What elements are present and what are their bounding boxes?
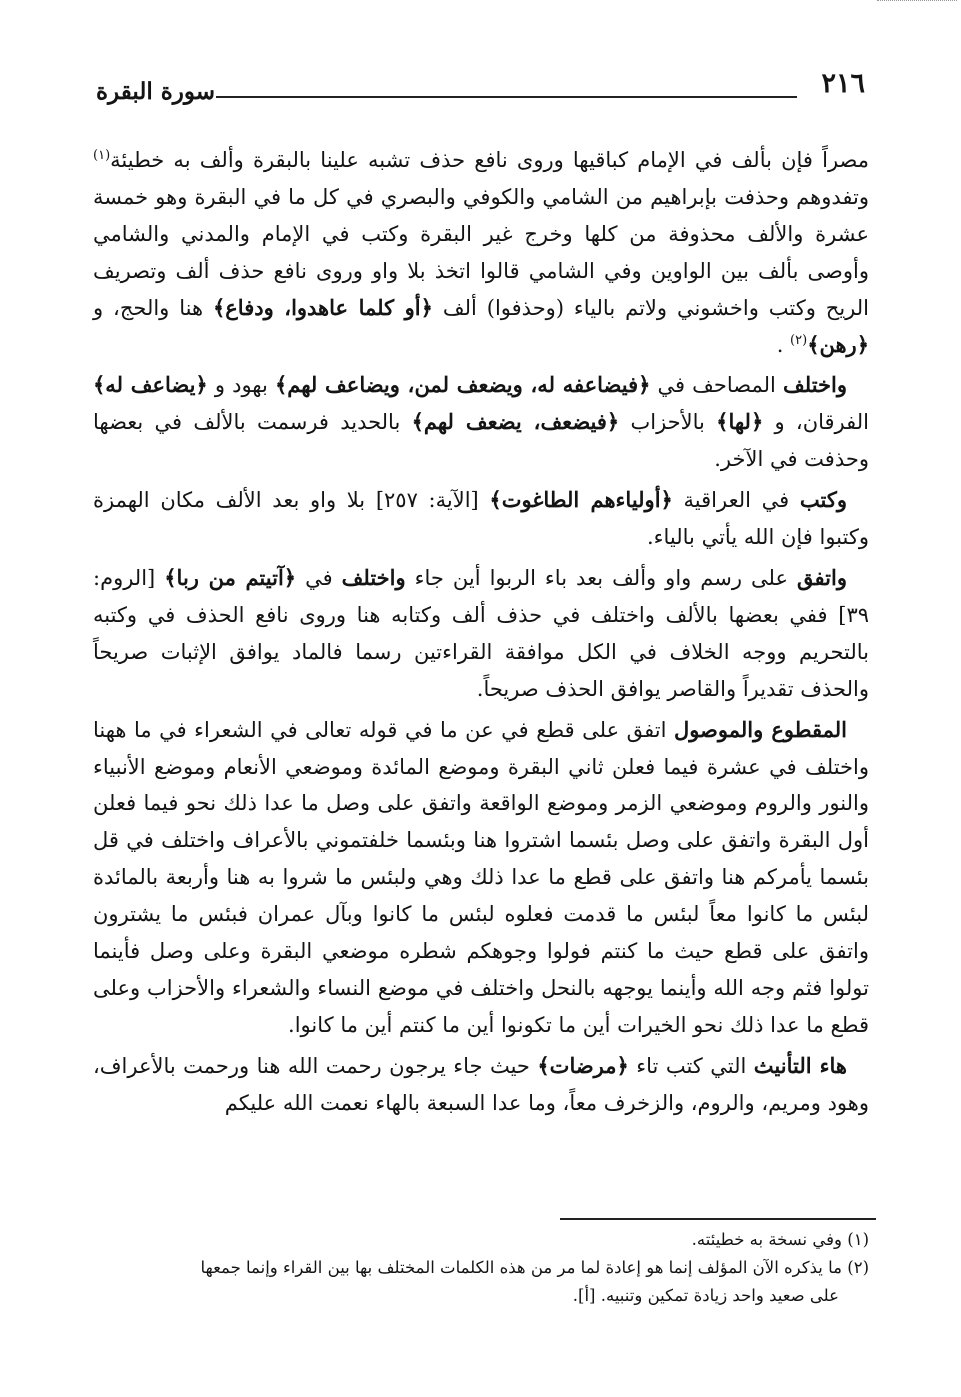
text-run: مصراً فإن بألف في الإمام كباقيها وروى نافع حذف تشبه علينا بالبقرة وألف به خطيئة	[110, 148, 869, 172]
paragraph	[93, 560, 869, 708]
text-run: على رسم واو وألف بعد باء الربوا أين جاء	[405, 565, 798, 590]
text-run: حيث جاء يرجون رحمت الله هنا ورحمت بالأعراف، وهود ومريم، والروم، والزخرف معاً، وما عدا السبعة بالهاء نعمت الله عليكم	[93, 1053, 869, 1115]
scan-mark	[877, 0, 957, 6]
footnote-1: (١) وفي نسخة به خطيئته.	[691, 1230, 869, 1249]
footnote-rule	[560, 1218, 876, 1220]
text-run: بالحديد فرسمت بالألف في بعضها وحذفت في الآخر.	[93, 410, 869, 472]
paragraph	[93, 367, 869, 478]
text-run: بالأحزاب	[619, 410, 717, 435]
highlighted-term: ﴿فيضعف، يضعف لهم﴾	[411, 409, 620, 435]
main-text	[93, 142, 869, 1126]
highlighted-term: ﴿فيضاعفه له، ويضعف لمن، ويضاعف لهم﴾	[274, 372, 651, 398]
highlighted-term: ﴿مرضات﴾	[537, 1052, 629, 1078]
text-run: [الروم: ٣٩] ففي بعضها بالألف واختلف في حذف ألف وكتابه هنا وروى نافع الحذف في وكتبه بالتحريم ووجه الخلاف في الكل موافقة القراءتين رسما فالماد يوافق الإثبات صريحاً والحذف تقديراً والقاصر يوافق الحذف صريحاً.	[93, 565, 869, 701]
text-run: في العراقية	[672, 488, 800, 513]
text-run: الفرقان، و	[763, 410, 870, 435]
text-run: في	[296, 565, 342, 590]
highlighted-term: ﴿يضاعف له﴾	[93, 372, 208, 398]
surah-title: سورة البقرة	[96, 78, 216, 105]
highlighted-term: ﴿أولياءهم الطاغوت﴾	[489, 487, 673, 513]
highlighted-term: واختلف	[783, 372, 847, 398]
text-run: .	[776, 332, 791, 357]
text-run: وتفدوهم وحذفت بإبراهيم من الشامي والكوفي والبصري في كل ما في البقرة وهو خمسة عشرة والألف محذوفة من كلها وخرج غير البقرة وكتب في الإمام والمدني والشامي وأوصى بألف بين الواوين وفي الشامي قالوا اتخذ بلا واو وروى نافع حذف ألف وتصريف الريح وكتب واخشوني ولاتم بالياء (وحذفوا) ألف	[93, 184, 869, 320]
highlighted-term: وكتب	[799, 487, 847, 513]
text-run: التي كتب تاء	[628, 1053, 754, 1078]
highlighted-term: المقطوع والموصول	[673, 716, 847, 742]
text-run: هنا والحج، و	[93, 295, 213, 320]
header-rule	[216, 96, 797, 98]
text-run: اتفق على قطع في عن ما في قوله تعالى في الشعراء في ما ههنا واختلف في عشرة فيما فعلن ثاني البقرة وموضع المائدة وموضعي الأنعام وموضع الأنبياء والنور والروم وموضعي الزمر وموضع الواقعة واتفق على وصل ما عدا ذلك نحو فيما فعلن أول البقرة واتفق على وصل بئسما اشتروا هنا وبئسما خلفتموني بالأعراف واختلف في قل بئسما يأمركم هنا واتفق على قطع ما عدا ذلك وهي ولبئس ما شروا به هنا وأربعة بالمائدة لبئس ما كانوا معاً لبئس ما قدمت فعلوه لبئس ما كانوا وبآل عمران فبئس ما يشترون واتفق على قطع حيث ما كنتم فولوا وجوهكم شطره موضعي البقرة وعلى وصل فأينما تولوا فثم وجه الله وأينما يوجهه بالنحل واختلف في موضع النساء والشعراء والأحزاب وعلى قطع ما عدا ذلك نحو الخيرات أين ما تكونوا أين ما كنتم أين ما كانوا.	[93, 717, 869, 1037]
paragraph	[93, 1048, 869, 1122]
paragraph	[93, 142, 869, 363]
footnote-ref: (١)	[93, 148, 111, 163]
highlighted-term: واختلف	[341, 564, 406, 590]
highlighted-term: هاء التأنيث	[753, 1052, 847, 1078]
text-run: المصاحف في	[650, 373, 783, 398]
footnote-ref: (٢)	[790, 332, 808, 348]
highlighted-term: ﴿رهن﴾	[807, 331, 869, 357]
text-run: [الآية: ٢٥٧] بلا واو بعد الألف مكان الهمزة وكتبوا فإن الله يأتي بالياء.	[93, 488, 869, 550]
highlighted-term: ﴿أو كلما عاهدوا، ودفاع﴾	[212, 294, 433, 320]
footnote-2-line-1: (٢) ما يذكره الآن المؤلف إنما هو إعادة لما مر من هذه الكلمات المختلف بها بين القراء وإنما جمعها	[200, 1258, 869, 1277]
page-header	[96, 66, 869, 112]
paragraph	[93, 712, 869, 1044]
highlighted-term: ﴿آتيتم من ربا﴾	[164, 564, 297, 590]
page-number: ٢١٦	[821, 68, 865, 99]
footnote-2-line-2: على صعيد واحد زيادة تمكين وتنبيه. [أ].	[572, 1286, 839, 1305]
footnotes	[93, 1226, 869, 1310]
highlighted-term: واتفق	[797, 564, 847, 590]
paragraph	[93, 482, 869, 556]
text-run: بهود و	[207, 373, 275, 398]
highlighted-term: ﴿لها﴾	[716, 409, 764, 435]
